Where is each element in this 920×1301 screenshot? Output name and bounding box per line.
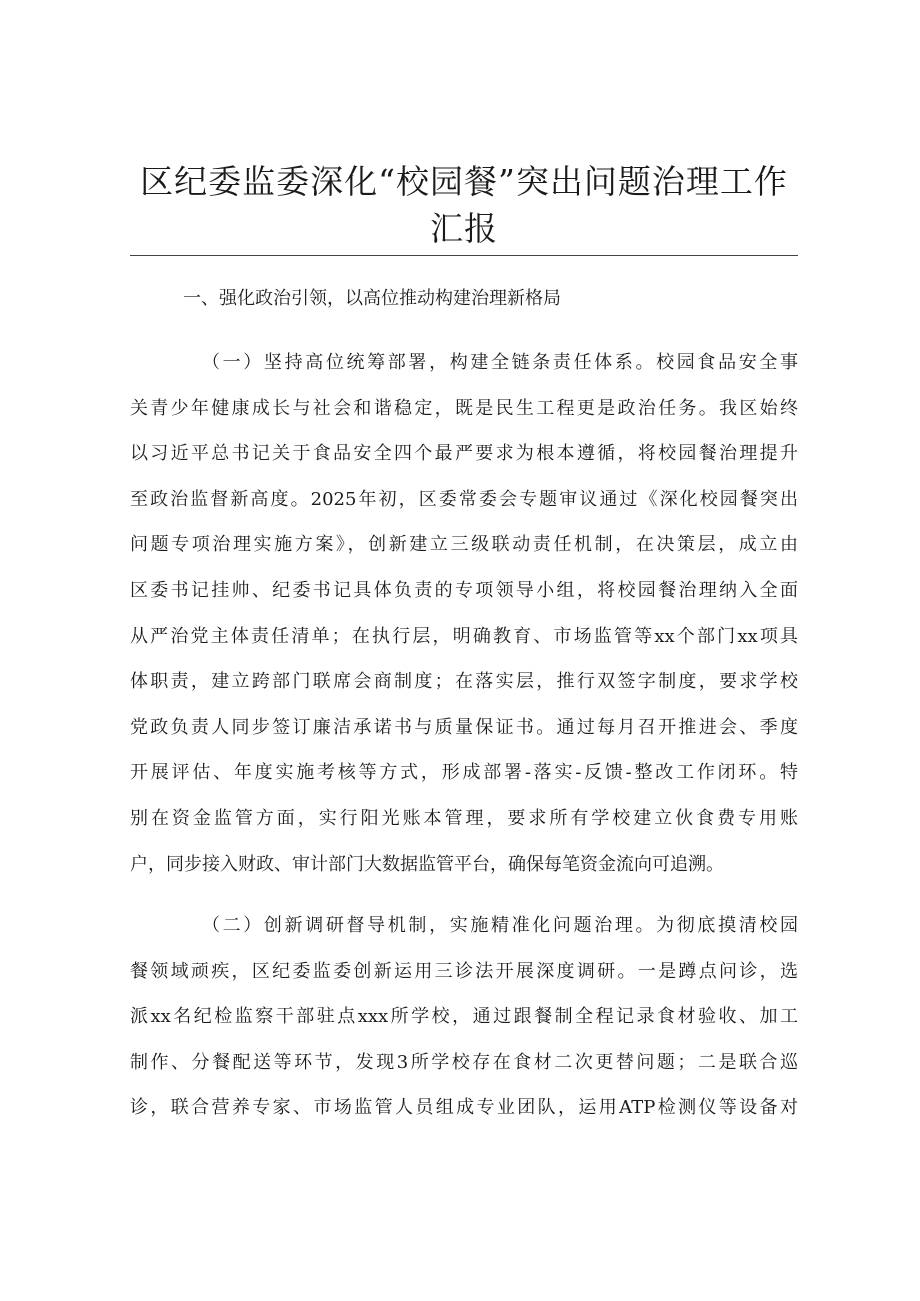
paragraph-line: 关青少年健康成长与社会和谐稳定，既是民生工程更是政治任务。我区始终 <box>130 397 798 419</box>
paragraph-line: 区委书记挂帅、纪委书记具体负责的专项领导小组，将校园餐治理纳入全面 <box>130 579 798 601</box>
paragraph-line: 诊，联合营养专家、市场监管人员组成专业团队，运用ATP检测仪等设备对 <box>130 1097 798 1119</box>
title-divider <box>130 255 798 256</box>
paragraph-line: 体职责，建立跨部门联席会商制度；在落实层，推行双签字制度，要求学校 <box>130 671 798 693</box>
paragraph-line: 派xx名纪检监察干部驻点xxx所学校，通过跟餐制全程记录食材验收、加工 <box>130 1006 798 1028</box>
paragraph-line: 以习近平总书记关于食品安全四个最严要求为根本遵循，将校园餐治理提升 <box>130 443 798 465</box>
paragraph-2 <box>130 903 798 1131</box>
paragraph-line: 开展评估、年度实施考核等方式，形成部署-落实-反馈-整改工作闭环。特 <box>130 762 798 784</box>
paragraph-line: 党政负责人同步签订廉洁承诺书与质量保证书。通过每月召开推进会、季度 <box>130 716 798 738</box>
paragraph-line: （二）创新调研督导机制，实施精准化问题治理。为彻底摸清校园 <box>202 915 798 936</box>
section-heading: 一、强化政治引领，以高位推动构建治理新格局 <box>183 288 561 309</box>
paragraph-line: 户，同步接入财政、审计部门大数据监管平台，确保每笔资金流向可追溯。 <box>130 853 724 875</box>
paragraph-line: 别在资金监管方面，实行阳光账本管理，要求所有学校建立伙食费专用账 <box>130 807 798 829</box>
document-title <box>130 158 798 252</box>
paragraph-line: （一）坚持高位统筹部署，构建全链条责任体系。校园食品安全事 <box>202 352 798 373</box>
title-line-2: 汇报 <box>430 209 498 248</box>
paragraph-line: 从严治党主体责任清单；在执行层，明确教育、市场监管等xx个部门xx项具 <box>130 625 798 647</box>
paragraph-line: 问题专项治理实施方案》，创新建立三级联动责任机制，在决策层，成立由 <box>130 534 798 556</box>
paragraph-line: 餐领域顽疾，区纪委监委创新运用三诊法开展深度调研。一是蹲点问诊，选 <box>130 960 798 982</box>
paragraph-line: 至政治监督新高度。2025年初，区委常委会专题审议通过《深化校园餐突出 <box>130 488 798 510</box>
paragraph-1 <box>130 340 798 887</box>
title-line-1: 区纪委监委深化“校园餐”突出问题治理工作 <box>140 162 788 201</box>
paragraph-line: 制作、分餐配送等环节，发现3所学校存在食材二次更替问题；二是联合巡 <box>130 1051 798 1073</box>
